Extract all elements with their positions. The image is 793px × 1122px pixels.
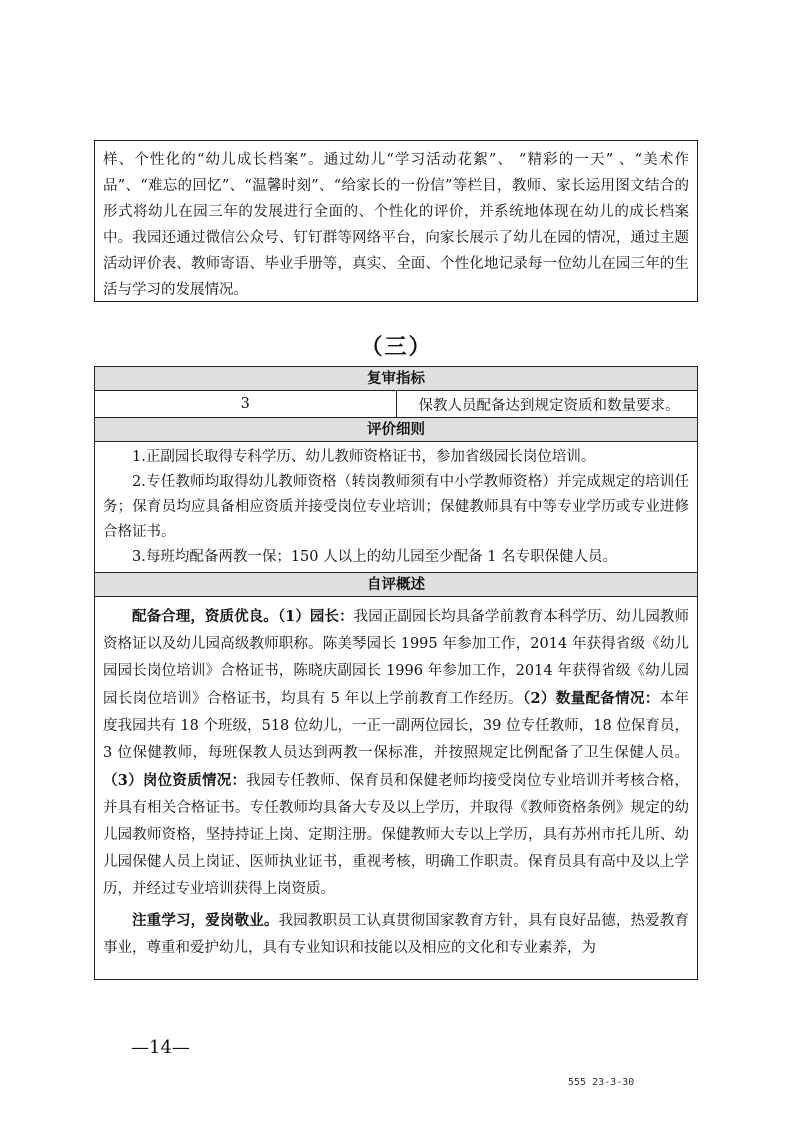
- header-self-evaluation: 自评概述: [95, 573, 698, 597]
- self-evaluation-cell: [95, 597, 698, 980]
- section-title: （三）: [360, 334, 433, 360]
- summary-heading: 配备合理，资质优良。（1）园长：: [132, 608, 354, 625]
- criteria-item: 2.专任教师均取得幼儿教师资格（转岗教师须有中小学教师资格）并完成规定的培训任务；保育员均应具备相应资质并接受岗位专业培训；保健教师具有中等专业学历或专业进修合格证书。: [103, 474, 689, 540]
- summary-text: 我园专任教师、保育员和保健老师均接受岗位专业培训并考核合格，并具有相关合格证书。专任教师均具备大专及以上学历，并取得《教师资格条例》规定的幼儿园教师资格，坚持持证上岗、定期注册。保健教师大专以上学历，具有苏州市托儿所、幼儿园保健人员上岗证、医师执业证书，重视考核，明确工作职责。保育员具有高中及以上学历，并经过专业培训获得上岗资质。: [103, 773, 690, 897]
- footer-stamp: 555 23-3-30: [568, 1077, 635, 1088]
- summary-heading: 注重学习，爱岗敬业。: [132, 912, 279, 929]
- indicator-text: 保教人员配备达到规定资质和数量要求。: [396, 391, 698, 418]
- summary-heading: （2）数量配备情况：: [522, 690, 660, 707]
- previous-section-box: [94, 140, 698, 302]
- indicator-row: [95, 391, 698, 418]
- previous-section-text: 样、个性化的“幼儿成长档案”。通过幼儿“学习活动花絮”、 “精彩的一天” 、“美术作品”、“难忘的回忆”、“温馨时刻”、“给家长的一份信”等栏目，教师、家长运用图文结合的形式将幼儿在园三年的发展进行全面的、个性化的评价，并系统地体现在幼儿的成长档案中。我园还通过微信公众号、钉钉群等网络平台，向家长展示了幼儿在园的情况，通过主题活动评价表、教师寄语、毕业手册等，真实、全面、个性化地记录每一位幼儿在园三年的生活与学习的发展情况。: [103, 152, 689, 298]
- page-number: —14—: [131, 1037, 190, 1058]
- review-table: [94, 366, 698, 980]
- summary-paragraph-2: [103, 907, 689, 962]
- summary-text: 本年度我园共有 18 个班级，518 位幼儿，一正一副两位园长，39 位专任教师，18 位保育员，3 位保健教师，每班保教人员达到两教一保标准，并按照规定比例配备了卫生保健人员。: [103, 691, 689, 761]
- criteria-item: 1.正副园长取得专科学历、幼儿教师资格证书，参加省级园长岗位培训。: [132, 449, 596, 465]
- summary-text: 我园教职员工认真贯彻国家教育方针，具有良好品德，热爱教育事业，尊重和爱护幼儿，具有专业知识和技能以及相应的文化和专业素养，为: [103, 913, 690, 956]
- criteria-cell: [95, 442, 698, 573]
- summary-heading: （3）岗位资质情况：: [103, 772, 247, 789]
- summary-text: 我园正副园长均具备学前教育本科学历、幼儿园教师资格证以及幼儿园高级教师职称。陈美琴园长 1995 年参加工作，2014 年获得省级《幼儿园园长岗位培训》合格证书，陈晓庆副园长 1996 年参加工作，2014 年获得省级《幼儿园园长岗位培训》合格证书，均具有 5 年以上学前教育工作经历。: [103, 609, 689, 707]
- header-evaluation-criteria: 评价细则: [95, 418, 698, 442]
- criteria-item: 3.每班均配备两教一保；150 人以上的幼儿园至少配备 1 名专职保健人员。: [132, 549, 618, 565]
- indicator-number: 3: [95, 391, 397, 418]
- header-review-indicator: 复审指标: [95, 367, 698, 391]
- summary-paragraph-1: [103, 603, 689, 903]
